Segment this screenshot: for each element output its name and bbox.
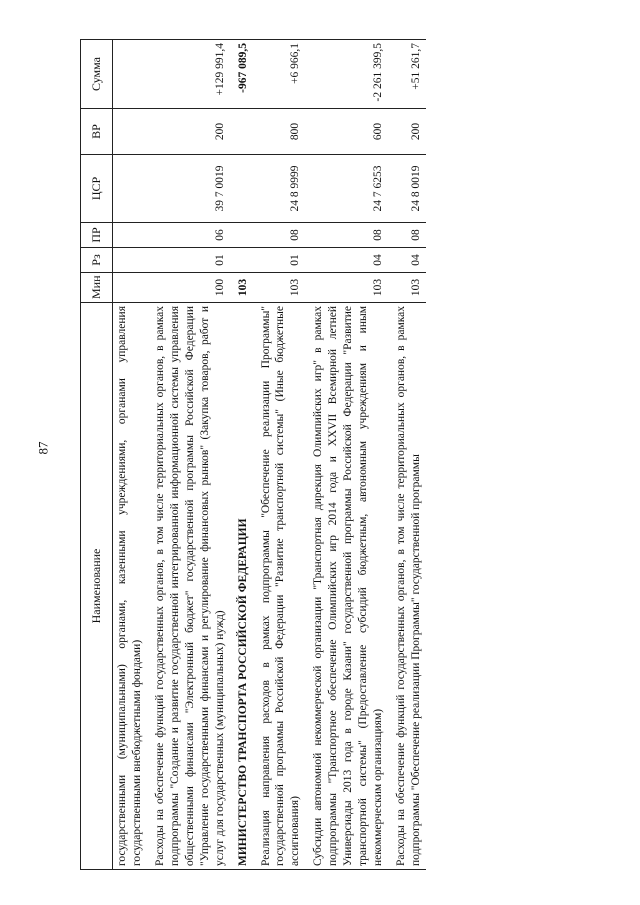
- row-min-cell: 100: [151, 273, 230, 303]
- row-min-cell: 103: [392, 273, 426, 303]
- row-pr-cell: 08: [309, 223, 388, 248]
- row-min-cell: 103: [309, 273, 388, 303]
- row-name-cell: Реализация направления расходов в рамках подпрограммы "Обеспечение реализации Программы" государственной программы Российской Федерации "Развитие транспортной системы" (Иные бюджетные ассигнования): [257, 303, 306, 870]
- row-rz-cell: 01: [151, 248, 230, 273]
- row-vr-cell: 600: [309, 109, 388, 155]
- row-min-cell: [113, 273, 147, 303]
- row-vr-cell: [234, 109, 253, 155]
- column-header-csr: ЦСР: [81, 155, 113, 223]
- table-row: [257, 40, 306, 870]
- row-rz-cell: 01: [257, 248, 306, 273]
- column-header-sum: Сумма: [81, 40, 113, 109]
- row-pr-cell: 08: [257, 223, 306, 248]
- table-row: [309, 40, 388, 870]
- row-sum-cell: +6 966,1: [257, 40, 306, 109]
- column-header-min: Мин: [81, 273, 113, 303]
- row-name-cell: государственными (муниципальными) органами, казенными учреждениями, органами управления государственными внебюджетными фондами): [113, 303, 147, 870]
- row-rz-cell: [113, 248, 147, 273]
- table-row: [392, 40, 426, 870]
- row-csr-cell: [113, 155, 147, 223]
- table-row: [113, 40, 147, 870]
- budget-table: [80, 39, 426, 870]
- row-sum-cell: +129 991,4: [151, 40, 230, 109]
- row-min-cell: 103: [257, 273, 306, 303]
- row-sum-cell: [113, 40, 147, 109]
- row-sum-cell: -2 261 399,5: [309, 40, 388, 109]
- table-row: [151, 40, 230, 870]
- page-number: 87: [35, 441, 51, 455]
- ministry-name-cell: МИНИСТЕРСТВО ТРАНСПОРТА РОССИЙСКОЙ ФЕДЕРАЦИИ: [234, 303, 253, 870]
- row-pr-cell: [234, 223, 253, 248]
- row-vr-cell: 800: [257, 109, 306, 155]
- row-name-cell: Расходы на обеспечение функций государственных органов, в том числе территориальных органов, в рамках подпрограммы "Обеспечение реализации Программы" государственной программы: [392, 303, 426, 870]
- column-header-rz: Рз: [81, 248, 113, 273]
- row-csr-cell: [234, 155, 253, 223]
- column-header-pr: ПР: [81, 223, 113, 248]
- row-sum-cell: +51 261,7: [392, 40, 426, 109]
- row-rz-cell: 04: [309, 248, 388, 273]
- row-rz-cell: 04: [392, 248, 426, 273]
- row-name-cell: Расходы на обеспечение функций государственных органов, в том числе территориальных органов, в рамках подпрограммы "Создание и развитие государственной интегрированной информационной системы управления общественными финансами "Электронный бюджет" государственной программы Российской Федерации "Управление государственными финансами и регулирование финансовых рынков" (Закупка товаров, работ и услуг для государственных (муниципальных) нужд): [151, 303, 230, 870]
- row-csr-cell: 39 7 0019: [151, 155, 230, 223]
- row-vr-cell: 200: [392, 109, 426, 155]
- row-vr-cell: 200: [151, 109, 230, 155]
- column-header-name: Наименование: [81, 303, 113, 870]
- row-pr-cell: 06: [151, 223, 230, 248]
- row-csr-cell: 24 7 6253: [309, 155, 388, 223]
- column-header-vr: ВР: [81, 109, 113, 155]
- row-name-cell: Субсидии автономной некоммерческой организации "Транспортная дирекция Олимпийских игр" в рамках подпрограммы "Транспортное обеспечение Олимпийских игр 2014 года и XXVII Всемирной летней Универсиады 2013 года в городе Казани" государственной программы Российской Федерации "Развитие транспортной системы" (Предоставление субсидий бюджетным, автономным учреждениям и иным некоммерческим организациям): [309, 303, 388, 870]
- row-csr-cell: 24 8 9999: [257, 155, 306, 223]
- row-vr-cell: [113, 109, 147, 155]
- rotated-page-content: [80, 40, 600, 870]
- row-csr-cell: 24 8 0019: [392, 155, 426, 223]
- ministry-sum-cell: -967 089,5: [234, 40, 253, 109]
- row-pr-cell: 08: [392, 223, 426, 248]
- table-row-ministry: [234, 40, 253, 870]
- row-rz-cell: [234, 248, 253, 273]
- row-min-cell: 103: [234, 273, 253, 303]
- table-header-row: [81, 40, 113, 870]
- row-pr-cell: [113, 223, 147, 248]
